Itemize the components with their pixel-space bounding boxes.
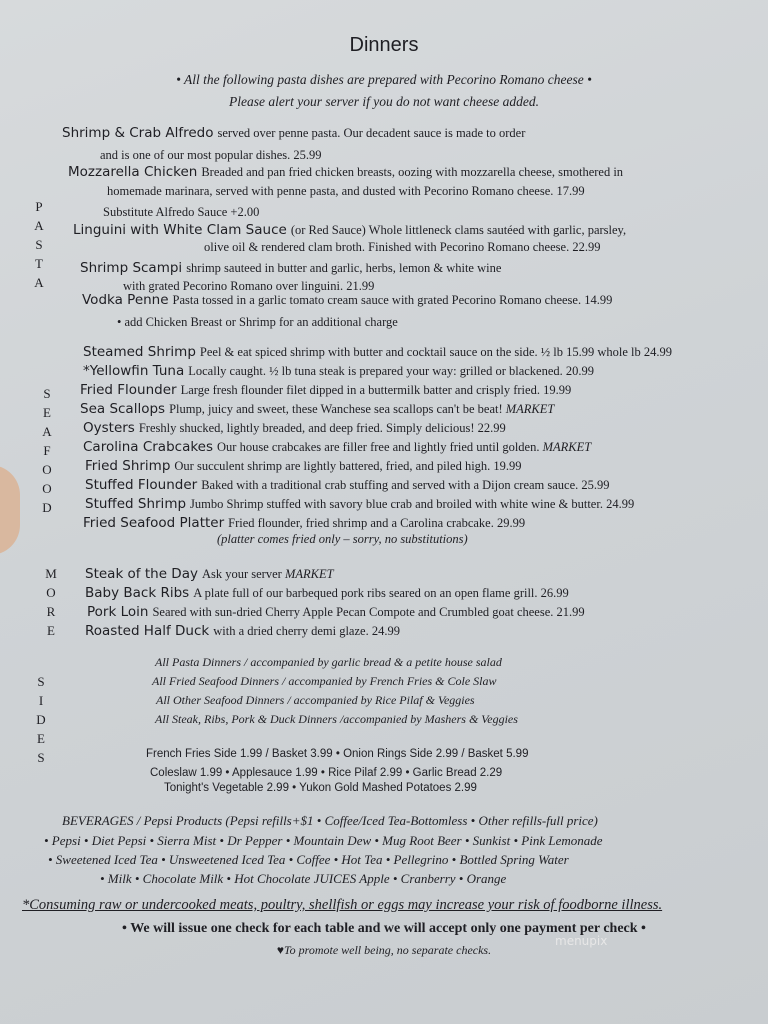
pasta-item: Shrimp Scampi shrimp sauteed in butter and garlic, herbs, lemon & white wine xyxy=(80,260,502,276)
food-safety-warning: *Consuming raw or undercooked meats, poultry, shellfish or eggs may increase your risk of foodborne illness. xyxy=(22,897,663,913)
pasta-item-desc: with grated Pecorino Romano over linguini. 21.99 xyxy=(123,279,375,293)
seafood-item: Fried Shrimp Our succulent shrimp are lightly battered, fried, and piled high. 19.99 xyxy=(85,458,522,474)
check-note: ♥To promote well being, no separate checks. xyxy=(276,943,492,957)
sides-accompaniment: All Steak, Ribs, Pork & Duck Dinners /accompanied by Mashers & Veggies xyxy=(155,712,518,726)
seafood-item: Carolina Crabcakes Our house crabcakes are filler free and lightly fried until golden. MARKET xyxy=(83,439,592,455)
seafood-item: Sea Scallops Plump, juicy and sweet, these Wanchese sea scallops can't be beat! MARKET xyxy=(80,401,555,417)
seafood-item: Steamed Shrimp Peel & eat spiced shrimp with butter and cocktail sauce on the side. ½ lb 15.99 whole lb 24.99 xyxy=(83,344,673,360)
sides-accompaniment: All Pasta Dinners / accompanied by garlic bread & a petite house salad xyxy=(155,655,502,669)
seafood-item: Fried Seafood Platter Fried flounder, fried shrimp and a Carolina crabcake. 29.99 xyxy=(83,515,526,531)
pasta-item: Linguini with White Clam Sauce (or Red Sauce) Whole littleneck clams sautéed with garlic, parsley, xyxy=(73,222,627,238)
pasta-item: Mozzarella Chicken Breaded and pan fried chicken breasts, oozing with mozzarella cheese, smothered in xyxy=(68,164,624,180)
sides-label: S I D E S xyxy=(36,674,46,765)
thumb xyxy=(0,465,20,555)
more-item: Pork Loin Seared with sun-dried Cherry Apple Pecan Compote and Crumbled goat cheese. 21.99 xyxy=(87,604,585,620)
pasta-item: Shrimp & Crab Alfredo served over penne pasta. Our decadent sauce is made to order xyxy=(62,125,526,141)
seafood-item: Fried Flounder Large fresh flounder filet dipped in a buttermilk batter and crisply fried. 19.99 xyxy=(80,382,572,398)
pasta-item-desc: olive oil & rendered clam broth. Finished with Pecorino Romano cheese. 22.99 xyxy=(204,240,601,254)
more-label: M O R E xyxy=(45,566,57,638)
platter-note: (platter comes fried only – sorry, no substitutions) xyxy=(217,532,468,546)
seafood-item: Stuffed Flounder Baked with a traditional crab stuffing and served with a Dijon cream sauce. 25.99 xyxy=(85,477,610,493)
pasta-label: P A S T A xyxy=(34,199,44,290)
pasta-item: Vodka Penne Pasta tossed in a garlic tomato cream sauce with grated Pecorino Romano cheese. 14.99 xyxy=(82,292,613,308)
beverages-line: • Pepsi • Diet Pepsi • Sierra Mist • Dr Pepper • Mountain Dew • Mug Root Beer • Sunkist • Pink Lemonade xyxy=(44,833,603,848)
intro-line-2: Please alert your server if you do not want cheese added. xyxy=(228,94,540,109)
sides-prices: French Fries Side 1.99 / Basket 3.99 • Onion Rings Side 2.99 / Basket 5.99 xyxy=(146,748,529,760)
intro-line-1: • All the following pasta dishes are prepared with Pecorino Romano cheese • xyxy=(176,72,592,87)
seafood-label: S E A F O O D xyxy=(42,386,52,515)
seafood-item: Stuffed Shrimp Jumbo Shrimp stuffed with savory blue crab and broiled with white wine & butter. 24.99 xyxy=(85,496,635,512)
beverages-line: • Milk • Chocolate Milk • Hot Chocolate JUICES Apple • Cranberry • Orange xyxy=(100,871,507,886)
check-policy: • We will issue one check for each table and we will accept only one payment per check • xyxy=(122,921,646,936)
seafood-item: Oysters Freshly shucked, lightly breaded, and deep fried. Simply delicious! 22.99 xyxy=(83,420,506,436)
menu-title: Dinners xyxy=(349,34,419,56)
watermark: menupix xyxy=(555,934,608,948)
pasta-item-desc: • add Chicken Breast or Shrimp for an additional charge xyxy=(117,315,398,329)
sides-accompaniment: All Other Seafood Dinners / accompanied by Rice Pilaf & Veggies xyxy=(156,693,475,707)
beverages-line: BEVERAGES / Pepsi Products (Pepsi refills+$1 • Coffee/Iced Tea-Bottomless • Other refills-full price) xyxy=(62,813,598,828)
more-item: Steak of the Day Ask your server MARKET xyxy=(85,566,334,582)
pasta-item-desc: homemade marinara, served with penne pasta, and dusted with Pecorino Romano cheese. 17.99 xyxy=(107,184,585,198)
sides-accompaniment: All Fried Seafood Dinners / accompanied by French Fries & Cole Slaw xyxy=(152,674,497,688)
more-item: Roasted Half Duck with a dried cherry demi glaze. 24.99 xyxy=(85,623,400,639)
seafood-item: *Yellowfin Tuna Locally caught. ½ lb tuna steak is prepared your way: grilled or blackened. 20.99 xyxy=(83,363,595,379)
pasta-item-desc: Substitute Alfredo Sauce +2.00 xyxy=(103,205,260,219)
more-item: Baby Back Ribs A plate full of our barbequed pork ribs seared on an open flame grill. 26.99 xyxy=(85,585,569,601)
beverages-line: • Sweetened Iced Tea • Unsweetened Iced Tea • Coffee • Hot Tea • Pellegrino • Bottled Spring Water xyxy=(48,852,569,867)
sides-prices: Coleslaw 1.99 • Applesauce 1.99 • Rice Pilaf 2.99 • Garlic Bread 2.29 xyxy=(150,767,503,779)
pasta-item-desc: and is one of our most popular dishes. 25.99 xyxy=(100,148,322,162)
sides-prices: Tonight's Vegetable 2.99 • Yukon Gold Mashed Potatoes 2.99 xyxy=(164,782,477,794)
